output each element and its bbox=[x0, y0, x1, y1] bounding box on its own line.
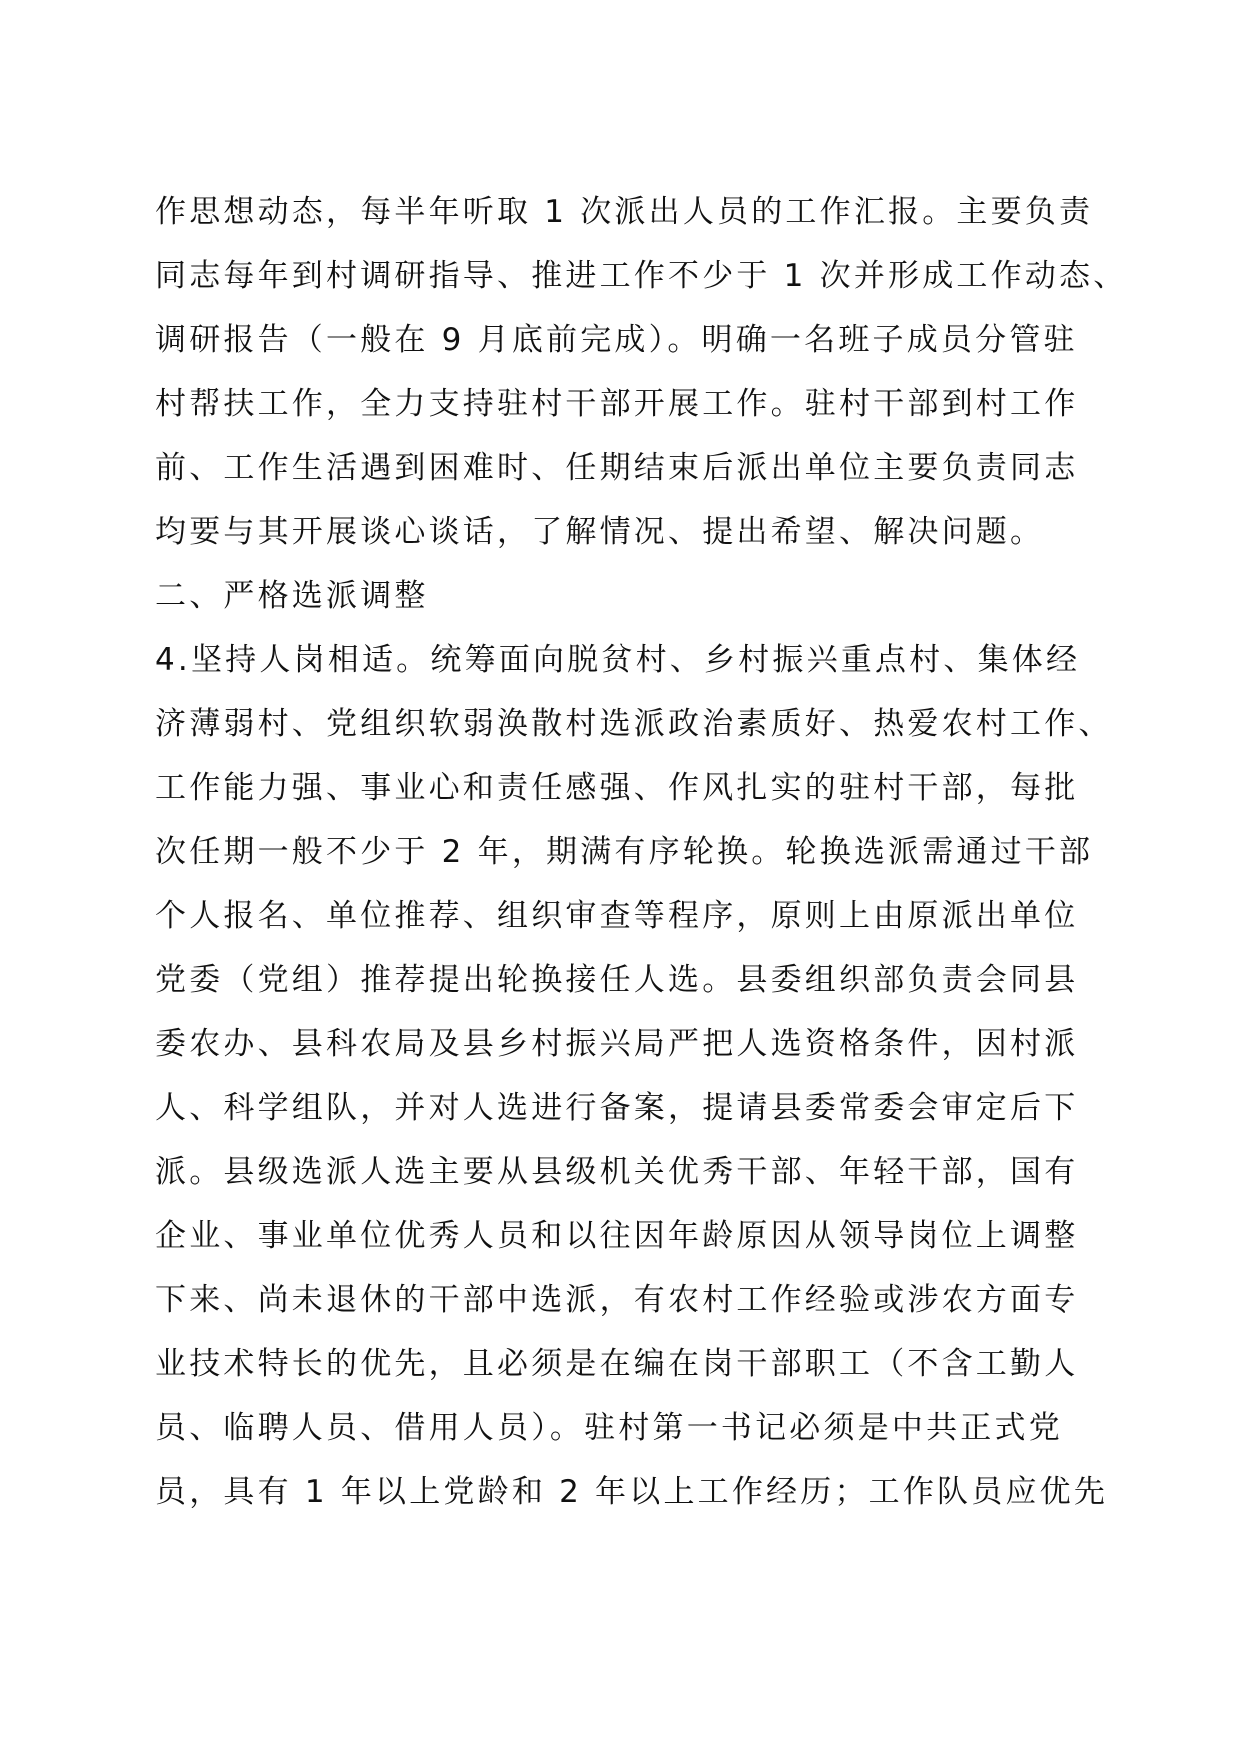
text-line: 作思想动态，每半年听取 1 次派出人员的工作汇报。主要负责 bbox=[155, 194, 1094, 230]
text-line: 均要与其开展谈心谈话，了解情况、提出希望、解决问题。 bbox=[155, 514, 1045, 550]
text-line: 个人报名、单位推荐、组织审查等程序，原则上由原派出单位 bbox=[155, 898, 1079, 934]
text-line: 调研报告（一般在 9 月底前完成）。明确一名班子成员分管驻 bbox=[155, 322, 1078, 358]
section-heading: 二、严格选派调整 bbox=[155, 578, 429, 614]
text-line: 派。县级选派人选主要从县级机关优秀干部、年轻干部，国有 bbox=[155, 1154, 1079, 1190]
text-line: 4.坚持人岗相适。统筹面向脱贫村、乡村振兴重点村、集体经 bbox=[155, 642, 1081, 678]
text-line: 次任期一般不少于 2 年，期满有序轮换。轮换选派需通过干部 bbox=[155, 834, 1094, 870]
text-line: 人、科学组队，并对人选进行备案，提请县委常委会审定后下 bbox=[155, 1090, 1079, 1126]
text-line: 村帮扶工作，全力支持驻村干部开展工作。驻村干部到村工作 bbox=[155, 386, 1079, 422]
text-line: 员，具有 1 年以上党龄和 2 年以上工作经历；工作队员应优先 bbox=[155, 1474, 1109, 1510]
text-line: 下来、尚未退休的干部中选派，有农村工作经验或涉农方面专 bbox=[155, 1282, 1079, 1318]
text-line: 同志每年到村调研指导、推进工作不少于 1 次并形成工作动态、 bbox=[155, 258, 1128, 294]
text-line: 企业、事业单位优秀人员和以往因年龄原因从领导岗位上调整 bbox=[155, 1218, 1079, 1254]
text-line: 工作能力强、事业心和责任感强、作风扎实的驻村干部，每批 bbox=[155, 770, 1079, 806]
body-text bbox=[155, 180, 1128, 1524]
text-line: 委农办、县科农局及县乡村振兴局严把人选资格条件，因村派 bbox=[155, 1026, 1079, 1062]
text-line: 党委（党组）推荐提出轮换接任人选。县委组织部负责会同县 bbox=[155, 962, 1079, 998]
text-line: 济薄弱村、党组织软弱涣散村选派政治素质好、热爱农村工作、 bbox=[155, 706, 1113, 742]
text-line: 前、工作生活遇到困难时、任期结束后派出单位主要负责同志 bbox=[155, 450, 1079, 486]
text-line: 业技术特长的优先，且必须是在编在岗干部职工（不含工勤人 bbox=[155, 1346, 1079, 1382]
text-line: 员、临聘人员、借用人员）。驻村第一书记必须是中共正式党 bbox=[155, 1410, 1063, 1446]
